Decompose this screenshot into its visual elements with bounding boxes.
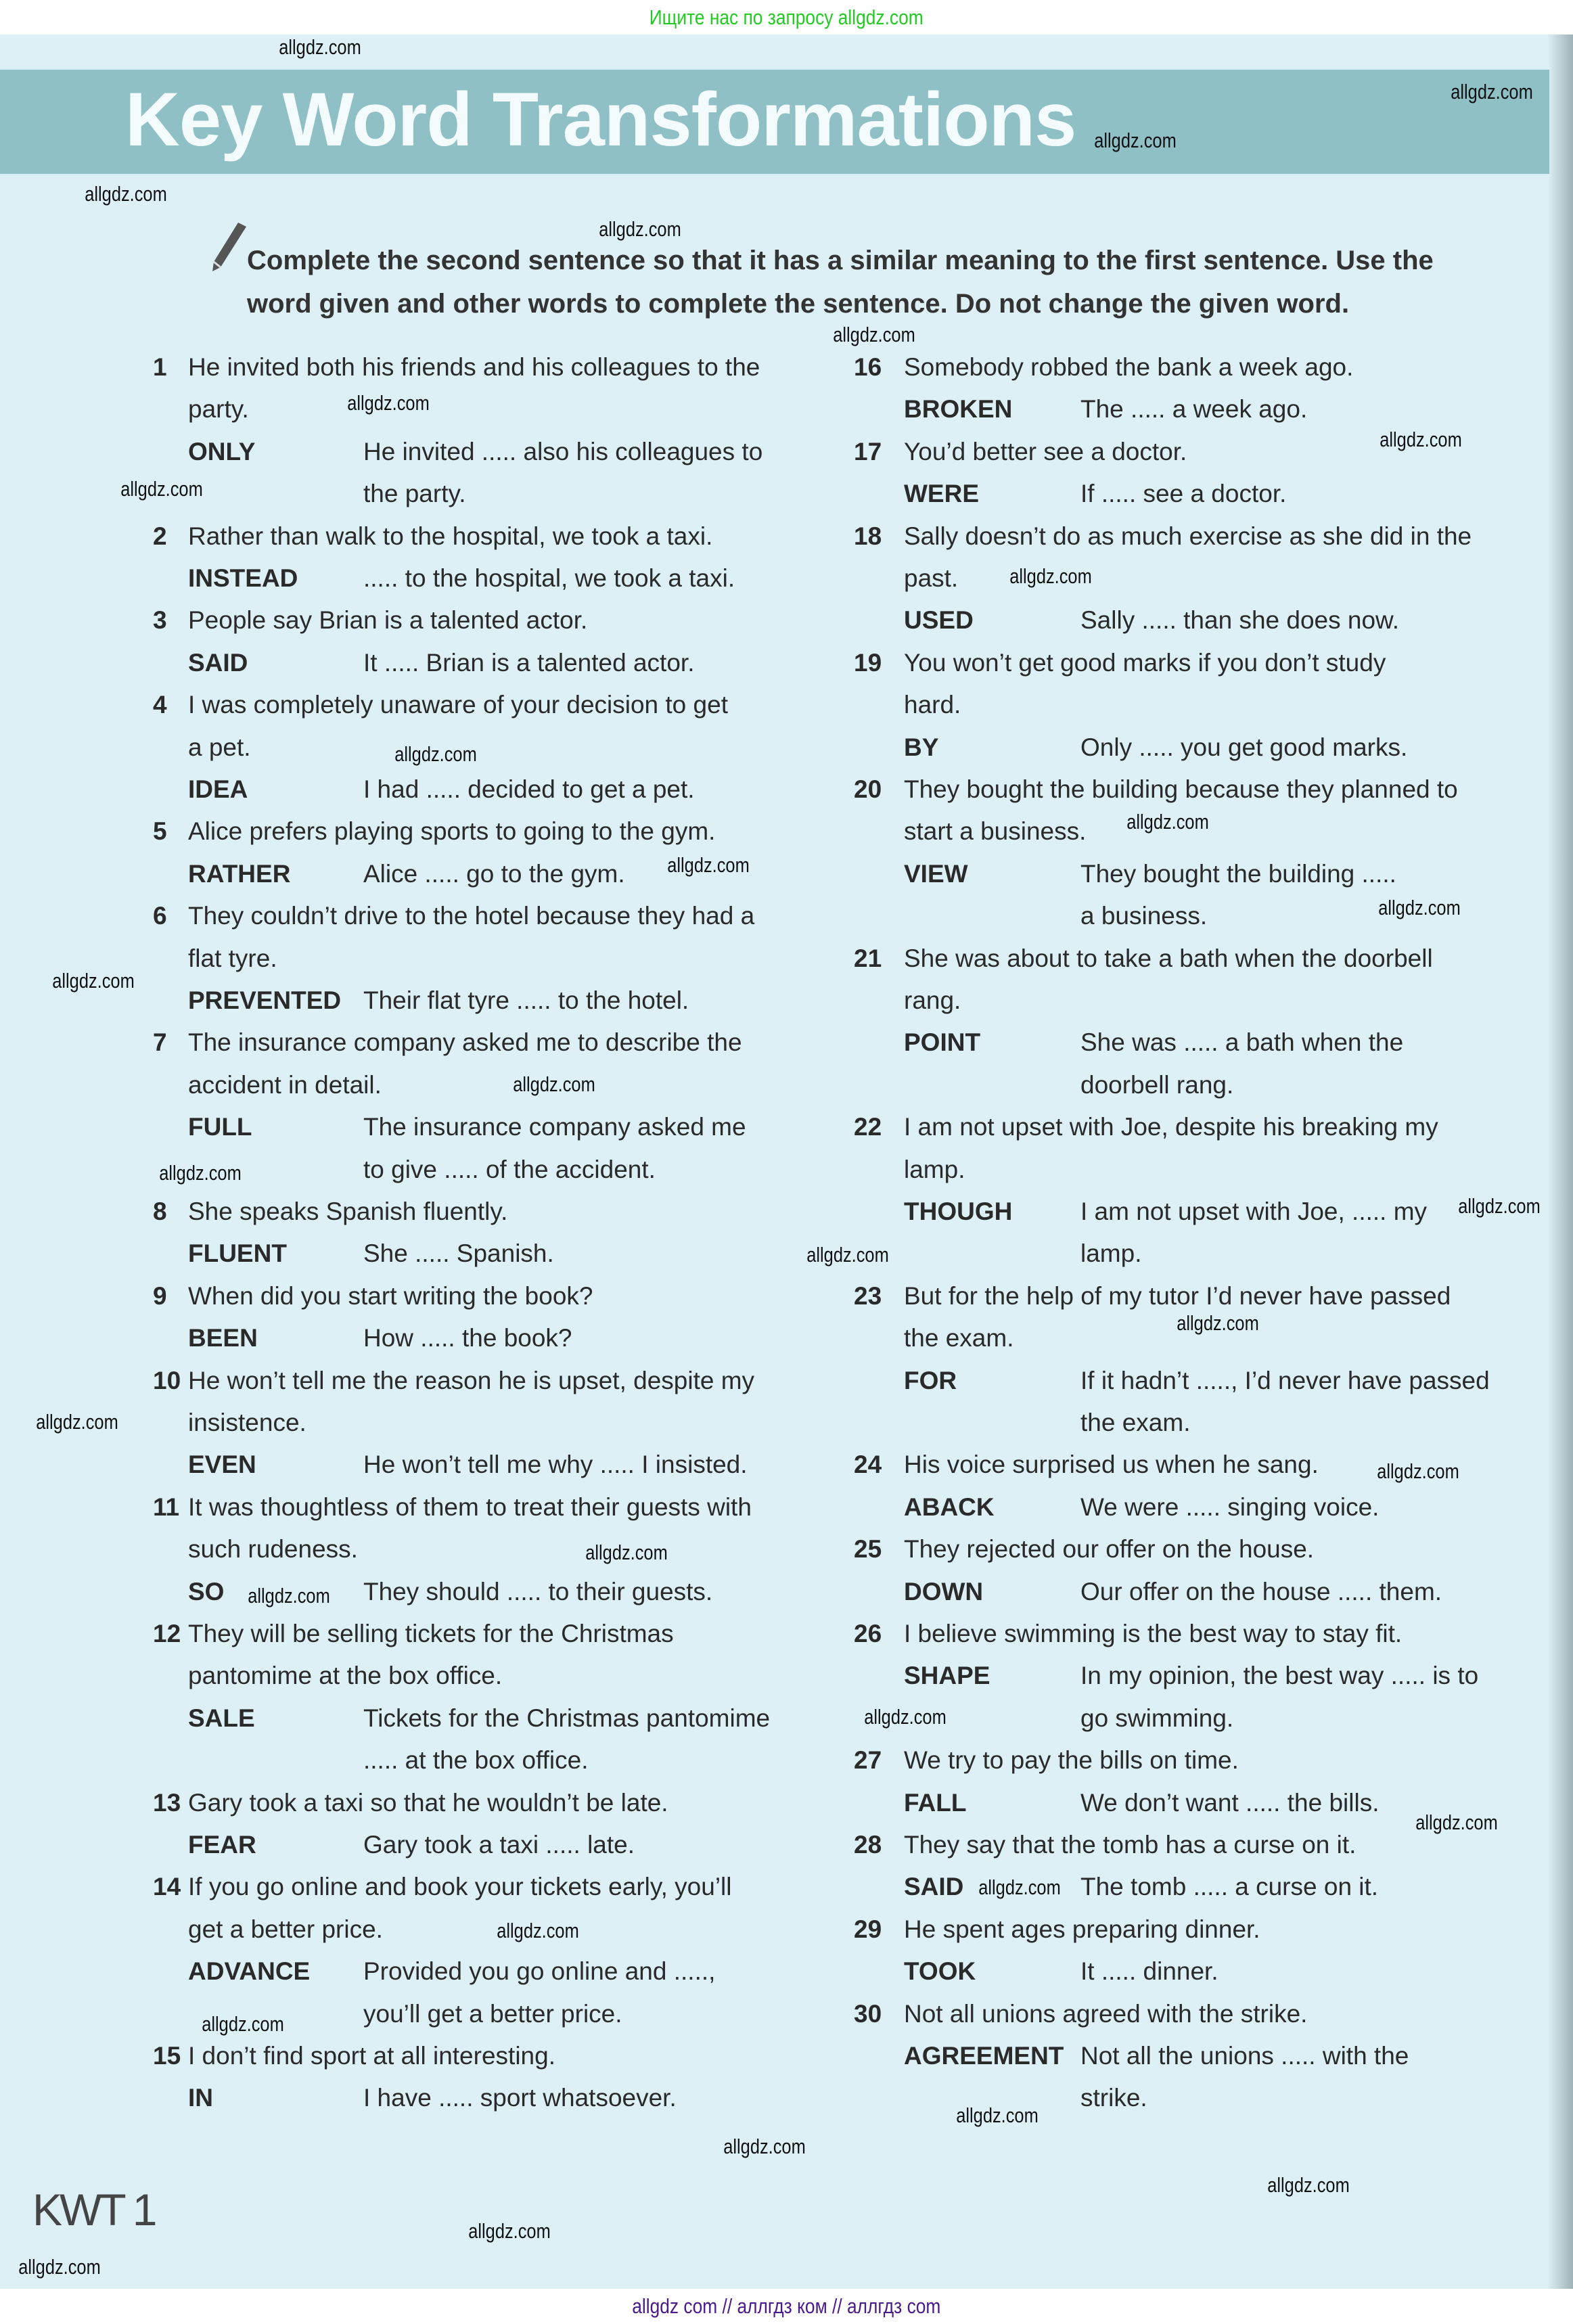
- transformed-sentence-line: It ..... Brian is a talented actor.: [363, 648, 695, 677]
- original-sentence-line: We try to pay the bills on time.: [904, 1746, 1239, 1775]
- transformed-sentence-line: If ..... see a doctor.: [1080, 480, 1287, 508]
- key-word: SO: [188, 1577, 225, 1605]
- watermark: allgdz.com: [85, 181, 167, 206]
- original-sentence-line: They will be selling tickets for the Christmas: [188, 1620, 674, 1647]
- key-word: IN: [188, 2084, 213, 2112]
- transformed-sentence-line: He invited ..... also his colleagues to: [363, 437, 763, 465]
- key-word: SAID: [188, 648, 248, 677]
- transformed-sentence-line: a business.: [1080, 902, 1208, 930]
- original-sentence-line: She speaks Spanish fluently.: [188, 1198, 508, 1225]
- watermark: allgdz.com: [394, 742, 477, 766]
- key-word: IDEA: [188, 775, 248, 803]
- watermark: allgdz.com: [468, 2219, 551, 2243]
- item-number: 14: [153, 1873, 181, 1901]
- key-word: WERE: [904, 480, 979, 508]
- transformed-sentence-line: Alice ..... go to the gym.: [363, 859, 625, 888]
- item-number: 22: [854, 1113, 882, 1141]
- original-sentence-line: She was about to take a bath when the doorbell: [904, 944, 1433, 972]
- watermark: allgdz.com: [279, 35, 361, 60]
- watermark: allgdz.com: [120, 476, 203, 501]
- key-word: PREVENTED: [188, 986, 342, 1014]
- key-word: USED: [904, 606, 974, 635]
- watermark: allgdz.com: [1451, 79, 1534, 104]
- watermark: allgdz.com: [864, 1705, 947, 1729]
- original-sentence-line: You’d better see a doctor.: [904, 437, 1187, 465]
- original-sentence-line: Gary took a taxi so that he wouldn’t be late.: [188, 1788, 668, 1817]
- watermark: allgdz.com: [18, 2254, 101, 2279]
- original-sentence-line: get a better price.: [188, 1915, 383, 1943]
- original-sentence-line: Alice prefers playing sports to going to the gym.: [188, 817, 716, 846]
- item-number: 19: [854, 648, 882, 677]
- original-sentence-line: He invited both his friends and his colleagues to the: [188, 353, 760, 381]
- original-sentence-line: When did you start writing the book?: [188, 1281, 593, 1310]
- key-word: BROKEN: [904, 395, 1013, 424]
- transformed-sentence-line: In my opinion, the best way ..... is to: [1080, 1662, 1479, 1690]
- original-sentence-line: start a business.: [904, 817, 1087, 846]
- item-number: 29: [854, 1915, 882, 1943]
- transformed-sentence-line: ..... at the box office.: [363, 1746, 589, 1775]
- item-number: 20: [854, 775, 882, 803]
- original-sentence-line: Not all unions agreed with the strike.: [904, 1999, 1308, 2028]
- key-word: FLUENT: [188, 1239, 287, 1268]
- watermark: allgdz.com: [158, 1161, 242, 1185]
- original-sentence-line: But for the help of my tutor I’d never have passed: [904, 1281, 1451, 1310]
- original-sentence-line: You won’t get good marks if you don’t study: [904, 648, 1386, 677]
- original-sentence-line: I don’t find sport at all interesting.: [188, 2042, 555, 2070]
- watermark: allgdz.com: [497, 1918, 579, 1942]
- top-banner: [0, 0, 1573, 35]
- item-number: 13: [153, 1788, 181, 1817]
- key-word: FULL: [188, 1113, 252, 1141]
- item-number: 9: [153, 1281, 167, 1310]
- transformed-sentence-line: go swimming.: [1080, 1704, 1234, 1732]
- item-number: 16: [854, 353, 882, 381]
- key-word: FOR: [904, 1366, 957, 1394]
- transformed-sentence-line: strike.: [1080, 2084, 1147, 2112]
- item-number: 24: [854, 1451, 882, 1479]
- key-word: EVEN: [188, 1451, 256, 1479]
- key-word: SHAPE: [904, 1662, 990, 1690]
- original-sentence-line: People say Brian is a talented actor.: [188, 606, 588, 635]
- transformed-sentence-line: you’ll get a better price.: [363, 1999, 622, 2028]
- watermark: allgdz.com: [585, 1541, 668, 1565]
- original-sentence-line: They rejected our offer on the house.: [904, 1535, 1315, 1564]
- original-sentence-line: such rudeness.: [188, 1535, 358, 1564]
- transformed-sentence-line: I am not upset with Joe, ..... my: [1080, 1198, 1428, 1225]
- watermark: allgdz.com: [667, 852, 750, 877]
- item-number: 7: [153, 1028, 167, 1057]
- original-sentence-line: Somebody robbed the bank a week ago.: [904, 353, 1354, 381]
- key-word: SALE: [188, 1704, 255, 1732]
- transformed-sentence-line: Tickets for the Christmas pantomime: [363, 1704, 771, 1732]
- original-sentence-line: They couldn’t drive to the hotel because they had a: [188, 902, 755, 930]
- original-sentence-line: The insurance company asked me to describe the: [188, 1028, 742, 1057]
- transformed-sentence-line: How ..... the book?: [363, 1324, 572, 1352]
- item-number: 30: [854, 1999, 882, 2028]
- transformed-sentence-line: Sally ..... than she does now.: [1080, 606, 1400, 635]
- original-sentence-line: I believe swimming is the best way to stay fit.: [904, 1620, 1403, 1647]
- item-number: 10: [153, 1366, 181, 1394]
- original-sentence-line: He won’t tell me the reason he is upset, despite my: [188, 1366, 755, 1394]
- watermark: allgdz.com: [1093, 129, 1177, 153]
- watermark: allgdz.com: [723, 2135, 806, 2159]
- item-number: 5: [153, 817, 167, 846]
- transformed-sentence-line: Their flat tyre ..... to the hotel.: [363, 986, 689, 1014]
- key-word: POINT: [904, 1028, 981, 1057]
- key-word: RATHER: [188, 859, 291, 888]
- bottom-banner: [0, 2289, 1573, 2324]
- key-word: BY: [904, 733, 939, 761]
- watermark: allgdz.com: [956, 2103, 1039, 2128]
- key-word: VIEW: [904, 859, 968, 888]
- watermark: allgdz.com: [1126, 810, 1209, 834]
- item-number: 23: [854, 1281, 882, 1310]
- transformed-sentence-line: ..... to the hospital, we took a taxi.: [363, 564, 735, 592]
- transformed-sentence-line: Our offer on the house ..... them.: [1080, 1577, 1442, 1605]
- original-sentence-line: accident in detail.: [188, 1070, 382, 1099]
- watermark: allgdz.com: [347, 390, 430, 415]
- original-sentence-line: I was completely unaware of your decision to get: [188, 691, 728, 719]
- transformed-sentence-line: doorbell rang.: [1080, 1070, 1234, 1099]
- key-word: ONLY: [188, 437, 256, 465]
- transformed-sentence-line: We don’t want ..... the bills.: [1080, 1788, 1380, 1817]
- watermark: allgdz.com: [599, 217, 681, 242]
- transformed-sentence-line: Only ..... you get good marks.: [1080, 733, 1408, 761]
- original-sentence-line: His voice surprised us when he sang.: [904, 1451, 1319, 1479]
- item-number: 26: [854, 1620, 882, 1647]
- watermark: allgdz.com: [1267, 2173, 1350, 2197]
- item-number: 1: [153, 353, 167, 381]
- transformed-sentence-line: I have ..... sport whatsoever.: [363, 2084, 677, 2112]
- original-sentence-line: If you go online and book your tickets early, you’ll: [188, 1873, 732, 1901]
- transformed-sentence-line: The insurance company asked me: [363, 1113, 746, 1141]
- bottom-banner-text: allgdz com // аллгдз ком // аллгдз com: [632, 2294, 941, 2318]
- original-sentence-line: They say that the tomb has a curse on it.: [904, 1831, 1357, 1859]
- transformed-sentence-line: They should ..... to their guests.: [363, 1577, 713, 1605]
- key-word: TOOK: [904, 1957, 976, 1986]
- key-word: DOWN: [904, 1577, 984, 1605]
- watermark: allgdz.com: [202, 2011, 284, 2036]
- transformed-sentence-line: Not all the unions ..... with the: [1080, 2042, 1409, 2070]
- watermark: allgdz.com: [978, 1875, 1061, 1900]
- item-number: 2: [153, 522, 167, 550]
- item-number: 18: [854, 522, 882, 550]
- transformed-sentence-line: He won’t tell me why ..... I insisted.: [363, 1451, 748, 1479]
- transformed-sentence-line: The ..... a week ago.: [1080, 395, 1308, 424]
- original-sentence-line: flat tyre.: [188, 944, 277, 972]
- item-number: 15: [153, 2042, 181, 2070]
- transformed-sentence-line: They bought the building .....: [1080, 859, 1396, 888]
- watermark: allgdz.com: [833, 322, 915, 346]
- transformed-sentence-line: the party.: [363, 480, 466, 508]
- original-sentence-line: lamp.: [904, 1155, 965, 1183]
- original-sentence-line: hard.: [904, 691, 961, 719]
- watermark: allgdz.com: [1009, 564, 1092, 588]
- page-title: Key Word Transformations: [125, 77, 1076, 162]
- item-number: 25: [854, 1535, 882, 1564]
- key-word: SAID: [904, 1873, 964, 1901]
- item-number: 11: [153, 1493, 180, 1521]
- watermark: allgdz.com: [1377, 1459, 1459, 1483]
- original-sentence-line: Rather than walk to the hospital, we took a taxi.: [188, 522, 713, 550]
- original-sentence-line: insistence.: [188, 1409, 306, 1436]
- top-banner-text: Ищите нас по запросу allgdz.com: [649, 5, 924, 29]
- section-code: KWT 1: [32, 2185, 155, 2235]
- watermark: allgdz.com: [1380, 428, 1462, 452]
- key-word: THOUGH: [904, 1198, 1013, 1225]
- original-sentence-line: Sally doesn’t do as much exercise as she did in the: [904, 522, 1472, 550]
- original-sentence-line: He spent ages preparing dinner.: [904, 1915, 1260, 1943]
- key-word: ABACK: [904, 1493, 995, 1521]
- item-number: 17: [854, 437, 882, 465]
- item-number: 27: [854, 1746, 882, 1775]
- item-number: 3: [153, 606, 167, 635]
- watermark: allgdz.com: [52, 968, 135, 993]
- original-sentence-line: a pet.: [188, 733, 251, 761]
- key-word: BEEN: [188, 1324, 258, 1352]
- transformed-sentence-line: I had ..... decided to get a pet.: [363, 775, 695, 803]
- item-number: 21: [854, 944, 882, 972]
- transformed-sentence-line: Gary took a taxi ..... late.: [363, 1831, 635, 1859]
- pen-icon: [203, 220, 250, 274]
- instruction-line-1: Complete the second sentence so that it has a similar meaning to the first sentence. Use the: [247, 246, 1434, 275]
- original-sentence-line: the exam.: [904, 1324, 1014, 1352]
- watermark: allgdz.com: [36, 1410, 118, 1434]
- watermark: allgdz.com: [248, 1583, 330, 1608]
- transformed-sentence-line: lamp.: [1080, 1239, 1142, 1268]
- transformed-sentence-line: The tomb ..... a curse on it.: [1080, 1873, 1379, 1901]
- key-word: INSTEAD: [188, 564, 298, 592]
- item-number: 4: [153, 691, 167, 719]
- key-word: ADVANCE: [188, 1957, 311, 1986]
- transformed-sentence-line: If it hadn’t ....., I’d never have passed: [1080, 1366, 1490, 1394]
- key-word: AGREEMENT: [904, 2042, 1064, 2070]
- transformed-sentence-line: It ..... dinner.: [1080, 1957, 1218, 1986]
- watermark: allgdz.com: [1458, 1193, 1541, 1218]
- original-sentence-line: pantomime at the box office.: [188, 1662, 503, 1690]
- watermark: allgdz.com: [513, 1072, 595, 1097]
- transformed-sentence-line: to give ..... of the accident.: [363, 1155, 656, 1183]
- transformed-sentence-line: She ..... Spanish.: [363, 1239, 554, 1268]
- watermark: allgdz.com: [1415, 1810, 1498, 1834]
- transformed-sentence-line: the exam.: [1080, 1409, 1191, 1436]
- transformed-sentence-line: We were ..... singing voice.: [1080, 1493, 1380, 1521]
- item-number: 8: [153, 1198, 167, 1225]
- watermark: allgdz.com: [1177, 1311, 1259, 1335]
- item-number: 6: [153, 902, 167, 930]
- transformed-sentence-line: Provided you go online and .....,: [363, 1957, 716, 1986]
- item-number: 12: [153, 1620, 181, 1647]
- page-gutter-shadow: [1547, 35, 1573, 2289]
- key-word: FEAR: [188, 1831, 256, 1859]
- watermark: allgdz.com: [1378, 896, 1461, 920]
- original-sentence-line: party.: [188, 395, 249, 424]
- original-sentence-line: rang.: [904, 986, 961, 1014]
- key-word: FALL: [904, 1788, 967, 1817]
- original-sentence-line: past.: [904, 564, 959, 592]
- item-number: 28: [854, 1831, 882, 1859]
- original-sentence-line: I am not upset with Joe, despite his breaking my: [904, 1113, 1438, 1141]
- transformed-sentence-line: She was ..... a bath when the: [1080, 1028, 1404, 1057]
- original-sentence-line: They bought the building because they planned to: [904, 775, 1458, 803]
- instruction-line-2: word given and other words to complete the sentence. Do not change the given word.: [247, 289, 1350, 319]
- watermark: allgdz.com: [806, 1242, 889, 1267]
- original-sentence-line: It was thoughtless of them to treat their guests with: [188, 1493, 752, 1521]
